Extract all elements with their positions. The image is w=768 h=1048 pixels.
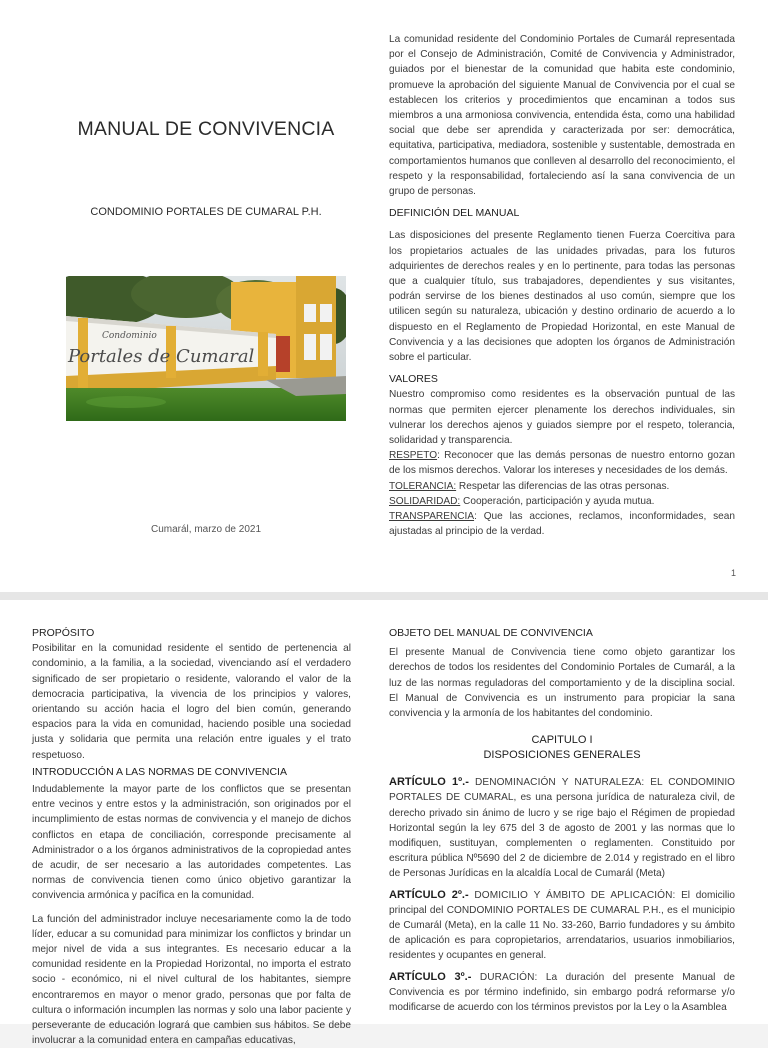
articulo-2: ARTÍCULO 2º.- DOMICILIO Y ÁMBITO DE APLICACIÓN: El domicilio principal del CONDOMINIO PORTALES DE CUMARAL P.H., es el municipio de Cumarál (Meta), en la calle 11 No. 33-260, Barrio fundadores y su ámbito de aplicación es para copropietarios, arrendatarios, usuarios inmobiliarios, residentes y ocupantes en general. <box>389 888 735 962</box>
valor-solidaridad: SOLIDARIDAD: Cooperación, participación y ayuda mutua. <box>389 495 655 507</box>
valor-term: TRANSPARENCIA <box>389 511 475 523</box>
left-column-page2 <box>32 626 351 1048</box>
valores-paragraph: Nuestro compromiso como residentes es la observación puntual de las normas que permiten ejercer plenamente los derechos individuales, sin vulnerar los derechos ajenos y guiados siempre por el respeto, tolerancia, solidaridad y transparencia. <box>389 389 735 447</box>
introduccion-paragraph-1: Indudablemente la mayor parte de los conflictos que se presentan entre vecinos y entre estos y la administración, son originados por el incumplimiento de estas normas de convivencia y el manejo de dichos conflictos en etapa de conciliación, corresponde precisamente al Administrador o a los órganos administrativos de la copropiedad antes de acudir, de ser necesario a las autoridades competentes. Las normas de convivencia tienen como único objetivo garantizar la convivencia armónica y pacífica en la comunidad. <box>32 784 351 902</box>
valor-term: SOLIDARIDAD: <box>389 495 461 507</box>
objeto-paragraph: El presente Manual de Convivencia tiene como objeto garantizar los derechos de todos los residentes del Condominio Portales de Cumarál, a la luz de las normas reguladoras del comportamiento y de la disciplina social. El Manual de Convivencia es un instrumento para propiciar la sana convivencia y la armonía de los habitantes del condominio. <box>389 647 735 720</box>
document-page-2 <box>0 600 768 1047</box>
objeto-heading: OBJETO DEL MANUAL DE CONVIVENCIA <box>389 627 593 639</box>
sign-text-line2: Portales de Cumaral <box>68 346 255 367</box>
valor-term: RESPETO <box>389 450 438 462</box>
capitulo-heading: CAPITULO I <box>531 734 593 747</box>
articulo-3: ARTÍCULO 3º.- DURACIÓN: La duración del presente Manual de Convivencia es por término indefinido, sin embargo podrá reformarse y/o modificarse de acuerdo con los términos previstos por la Ley o la Asamblea <box>389 970 735 1014</box>
document-date: Cumarál, marzo de 2021 <box>150 524 262 535</box>
valores-heading: VALORES <box>389 373 438 386</box>
right-column-page2 <box>389 626 735 1015</box>
page-number: 1 <box>730 568 736 578</box>
valor-term: TOLERANCIA: <box>389 480 457 492</box>
valor-tolerancia: TOLERANCIA: Respetar las diferencias de las otras personas. <box>389 480 670 492</box>
intro-paragraph: La comunidad residente del Condominio Portales de Cumarál representada por el Consejo de Administración, Comité de Convivencia y Administrador, guiados por el bienestar de la comunidad que habita este condominio, promueve la aprobación del siguiente Manual de Convivencia por el cual se establecen los criterios y procedimientos que encaminan a todos sus miembros a una armoniosa convivencia, entendida ésta, como una habilidad social que debe ser aprendida y caracterizada por ser: democrática, equitativa, participativa, mediadora, sostenible y sustentable, demostrada en comportamientos humanos que conlleven al desarrollo del reconocimiento, el respeto y la responsabilidad, fortaleciendo así la sana convivencia de un grupo de personas. <box>389 34 735 198</box>
introduccion-paragraph-2: La función del administrador incluye necesariamente como la de todo líder, educar a su comunidad para minimizar los conflictos y brindar un mejor nivel de vida a sus integrantes. Es necesario educar a la comunidad residente en la Propiedad Horizontal, no importa el estrato socio - económico, ni el nivel cultural de los habitantes, siempre encontraremos en mayor o menor grado, personas que por falta de cultura o información incumplen las normas y solo una labor paciente y perseverante de educación logrará que cambien sus hábitos. Se debe involucrar a la comunidad entera en campañas educativas, <box>32 913 351 1047</box>
definicion-paragraph: Las disposiciones del presente Reglamento tienen Fuerza Coercitiva para los propietarios actuales de las unidades privadas, para los futuros adquirientes de derechos reales y en lo pertinente, para todas las personas que a cualquier título, sus trabajadores, dependientes y sus visitantes, podrán servirse de los bienes destinados al uso común, siempre que los utilicen según su naturaleza, ubicación y destino ordinario de acuerdo a lo dispuesto en el Reglamento de Propiedad Horizontal, en este Manual de Convivencia y a las decisiones que adopten los órganos de Administración sobre el particular. <box>389 230 735 364</box>
valor-respeto: RESPETO: Reconocer que las demás personas de nuestro entorno gozan de los mismos derechos. Valorar los intereses y necesidades de los demás. <box>389 450 735 477</box>
capitulo-subheading: DISPOSICIONES GENERALES <box>483 749 641 762</box>
document-title: MANUAL DE CONVIVENCIA <box>77 118 335 140</box>
condominium-entrance-photo <box>66 276 346 421</box>
articulo-1: ARTÍCULO 1º.- DENOMINACIÓN Y NATURALEZA: EL CONDOMINIO PORTALES DE CUMARAL, es una persona jurídica de naturaleza civil, de derecho privado sin ánimo de lucro y se rige bajo el Régimen de propiedad Horizontal según la ley 675 del 3 de agosto de 2001 y las normas que lo modifiquen, sustituyan, complementen o reglamenten. Constituido por escritura pública Nº5690 del 2 de diciembre de 2.014 y registrado en el libro de Personas Jurídicas en la alcaldía Local de Cumarál (Meta) <box>389 776 735 880</box>
right-column-page1 <box>389 32 735 540</box>
valor-transparencia: TRANSPARENCIA: Que las acciones, reclamos, inconformidades, sean ajustadas al principio de la verdad. <box>389 511 735 538</box>
document-subtitle: CONDOMINIO PORTALES DE CUMARAL P.H. <box>90 206 322 218</box>
proposito-paragraph: Posibilitar en la comunidad residente el sentido de pertenencia al condominio, a la familia, a la sociedad, vivenciando así el verdadero significado de ser propietario o residente, valorando el valor de la democracia participativa, la vivencia de los principios y valores, orientando su acción hacia el logro del bien común, generando espacios para la vida en comunidad, haciendo posible una sociedad justa y solidaria que permita una relación entre iguales y el trato respetuoso. <box>32 643 351 761</box>
proposito-heading: PROPÓSITO <box>32 627 95 639</box>
introduccion-heading: INTRODUCCIÓN A LAS NORMAS DE CONVIVENCIA <box>32 765 287 778</box>
sign-text-line1: Condominio <box>102 331 157 341</box>
page-separator <box>0 592 768 600</box>
definicion-heading: DEFINICIÓN DEL MANUAL <box>389 207 520 220</box>
